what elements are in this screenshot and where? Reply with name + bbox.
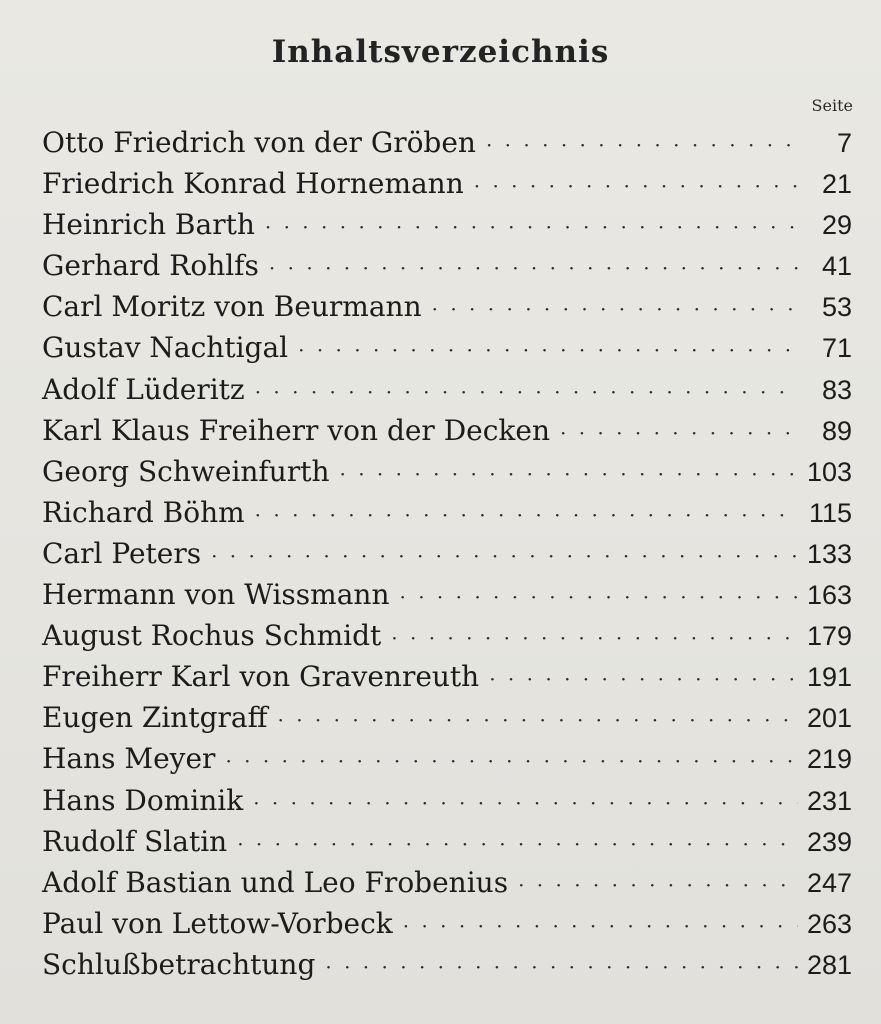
toc-entry: [42, 574, 852, 615]
toc-entry-title: Gustav Nachtigal: [42, 331, 289, 365]
page-column-header: Seite: [811, 96, 853, 115]
toc-entry: [42, 327, 852, 368]
toc-entry-title: Rudolf Slatin: [42, 824, 228, 858]
toc-entry-title: Georg Schweinfurth: [42, 454, 330, 488]
toc-entry-page-number: 219: [806, 744, 852, 775]
toc-entry: [42, 163, 852, 204]
dot-leader: [269, 248, 798, 289]
toc-entry-page-number: 247: [806, 867, 852, 898]
toc-entry-page-number: 89: [821, 415, 852, 446]
toc-entry-page-number: 71: [821, 333, 852, 364]
toc-entry: [42, 780, 852, 821]
toc-entry: [42, 615, 852, 656]
toc-entry-title: Hans Meyer: [42, 742, 216, 776]
toc-entry: [42, 656, 852, 697]
toc-entry-title: Friedrich Konrad Hornemann: [42, 167, 464, 201]
dot-leader: [265, 207, 798, 248]
toc-entry-title: Carl Moritz von Beurmann: [42, 290, 422, 324]
dot-leader: [489, 659, 798, 700]
toc-entry-title: Adolf Bastian und Leo Frobenius: [42, 865, 509, 899]
dot-leader: [255, 495, 798, 536]
toc-entry: [42, 369, 852, 410]
toc-entry: [42, 862, 852, 903]
page-title: Inhaltsverzeichnis: [271, 34, 610, 70]
toc-entry: [42, 492, 852, 533]
dot-leader: [225, 741, 798, 782]
toc-entry: [42, 245, 852, 286]
toc-entry-page-number: 163: [806, 580, 852, 611]
toc-entry: [42, 903, 852, 944]
dot-leader: [518, 865, 798, 906]
toc-entry-title: Gerhard Rohlfs: [42, 249, 259, 283]
toc-entry-title: August Rochus Schmidt: [42, 619, 382, 653]
toc-entry: [42, 738, 852, 779]
toc-entry-page-number: 201: [806, 703, 852, 734]
dot-leader: [253, 783, 798, 824]
table-of-contents: [42, 122, 852, 985]
dot-leader: [340, 454, 799, 495]
toc-entry-page-number: 115: [808, 497, 852, 528]
dot-leader: [474, 166, 798, 207]
dot-leader: [211, 536, 798, 577]
dot-leader: [399, 577, 798, 618]
dot-leader: [325, 947, 798, 988]
toc-entry-title: Karl Klaus Freiherr von der Decken: [42, 413, 550, 447]
toc-entry: [42, 944, 852, 985]
toc-entry-page-number: 179: [806, 621, 852, 652]
dot-leader: [391, 618, 798, 659]
dot-leader: [486, 125, 798, 166]
dot-leader: [432, 289, 798, 330]
toc-entry-title: Eugen Zintgraff: [42, 701, 268, 735]
toc-entry-title: Heinrich Barth: [42, 208, 255, 242]
toc-entry-page-number: 53: [821, 292, 852, 323]
toc-entry-title: Hans Dominik: [42, 783, 244, 817]
toc-entry-title: Hermann von Wissmann: [42, 578, 390, 612]
toc-entry-title: Otto Friedrich von der Gröben: [42, 126, 476, 159]
toc-entry: [42, 410, 852, 451]
toc-entry-title: Carl Peters: [42, 536, 202, 570]
dot-leader: [560, 413, 798, 454]
toc-entry-page-number: 21: [821, 169, 852, 200]
toc-entry-page-number: 7: [836, 128, 852, 158]
toc-entry: [42, 204, 852, 245]
toc-entry-page-number: 83: [821, 374, 852, 405]
dot-leader: [278, 700, 799, 741]
dot-leader: [255, 372, 798, 413]
toc-entry-page-number: 29: [821, 210, 852, 241]
dot-leader: [403, 906, 798, 947]
toc-entry: [42, 122, 852, 163]
toc-entry-page-number: 191: [806, 662, 852, 693]
toc-entry-title: Freiherr Karl von Gravenreuth: [42, 660, 480, 694]
dot-leader: [237, 824, 798, 865]
toc-entry-title: Paul von Lettow-Vorbeck: [42, 906, 393, 940]
toc-entry-page-number: 231: [806, 785, 852, 816]
dot-leader: [298, 330, 798, 371]
toc-entry-page-number: 103: [806, 456, 852, 487]
toc-entry-page-number: 133: [806, 538, 852, 569]
toc-entry-page-number: 239: [806, 826, 852, 857]
toc-entry: [42, 451, 852, 492]
toc-entry-page-number: 41: [821, 251, 852, 282]
toc-entry-page-number: 263: [806, 908, 852, 939]
toc-entry-title: Richard Böhm: [42, 495, 245, 529]
toc-entry-title: Schlußbetrachtung: [42, 947, 316, 981]
toc-entry-page-number: 281: [806, 949, 852, 980]
toc-entry: [42, 697, 852, 738]
toc-entry: [42, 286, 852, 327]
toc-entry: [42, 821, 852, 862]
toc-entry-title: Adolf Lüderitz: [42, 372, 245, 406]
toc-entry: [42, 533, 852, 574]
